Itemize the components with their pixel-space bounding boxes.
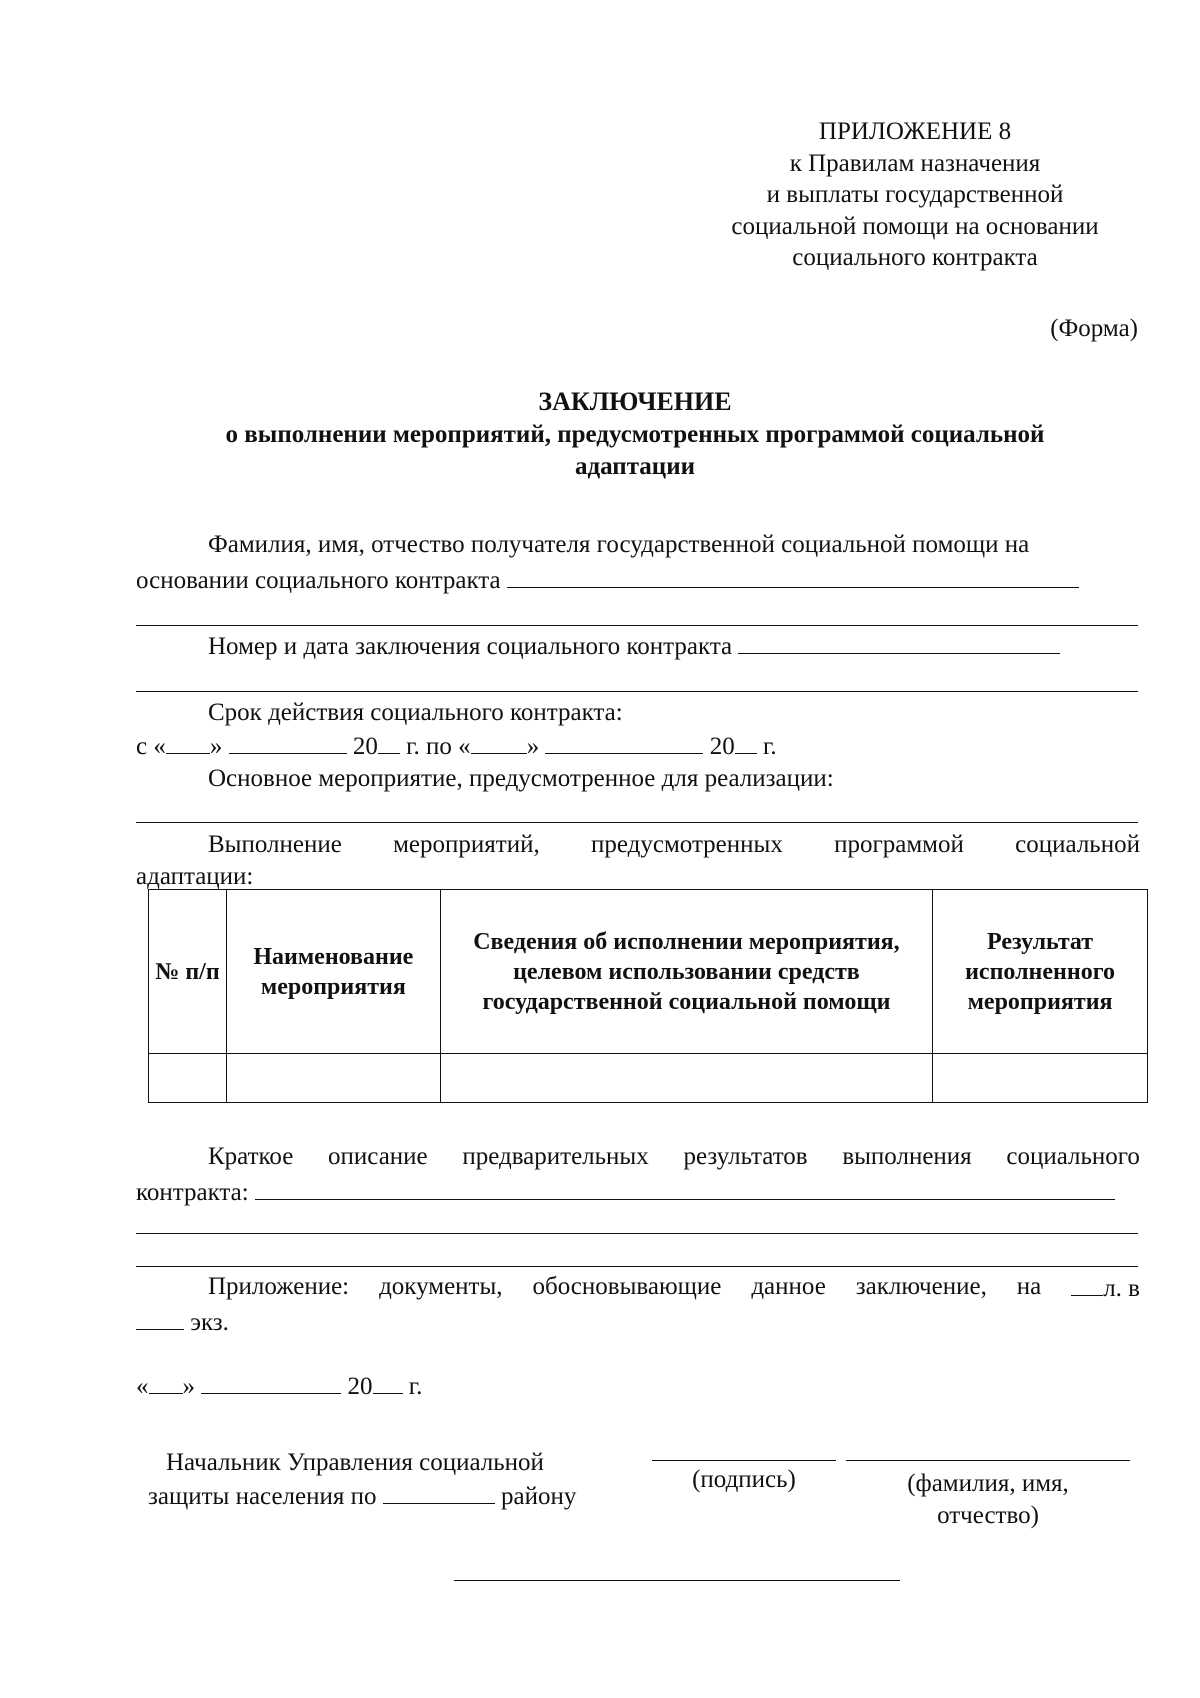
execution-label-line2: адаптации: bbox=[136, 863, 254, 890]
full-name-label-line2: основании социального контракта bbox=[136, 563, 1079, 597]
form-label: (Форма) bbox=[1050, 315, 1138, 342]
col-header-activity-name: Наименование мероприятия bbox=[226, 890, 440, 1054]
copies-count-field[interactable] bbox=[136, 1305, 184, 1330]
signature-caption: (подпись) bbox=[692, 1466, 796, 1493]
col-header-number: № п/п bbox=[149, 890, 227, 1054]
date-day-field[interactable] bbox=[149, 1369, 183, 1394]
table-cell[interactable] bbox=[933, 1054, 1148, 1103]
summary-field-continuation[interactable] bbox=[136, 1233, 1138, 1234]
term-from-year-field[interactable] bbox=[378, 729, 400, 754]
term-to-day-field[interactable] bbox=[471, 729, 527, 754]
term-from-month-field[interactable] bbox=[229, 729, 347, 754]
attachment-label-line1: Приложение: документы, обосновывающие данное заключение, на л. в bbox=[208, 1273, 1140, 1302]
name-caption-line1: (фамилия, имя, bbox=[907, 1470, 1069, 1497]
summary-label-line2: контракта: bbox=[136, 1175, 1115, 1209]
main-activity-label: Основное мероприятие, предусмотренное для реализации: bbox=[208, 765, 834, 792]
full-name-signature-field[interactable] bbox=[846, 1460, 1130, 1461]
title-heading: ЗАКЛЮЧЕНИЕ bbox=[538, 387, 732, 416]
title-subtitle-line1: о выполнении мероприятий, предусмотренных программой социальной bbox=[225, 421, 1045, 448]
appendix-line: и выплаты государственной bbox=[766, 181, 1064, 208]
appendix-line: к Правилам назначения bbox=[789, 149, 1041, 177]
document-title bbox=[130, 385, 1140, 483]
table-cell[interactable] bbox=[149, 1054, 227, 1103]
appendix-line: социальной помощи на основании bbox=[731, 212, 1099, 240]
term-label: Срок действия социального контракта: bbox=[208, 699, 623, 726]
bottom-divider bbox=[454, 1580, 900, 1581]
position-line1: Начальник Управления социальной bbox=[166, 1449, 544, 1476]
date-year-field[interactable] bbox=[373, 1369, 403, 1394]
term-to-month-field[interactable] bbox=[545, 729, 703, 754]
table-cell[interactable] bbox=[440, 1054, 932, 1103]
table-cell[interactable] bbox=[226, 1054, 440, 1103]
position-line2: защиты населения по району bbox=[148, 1479, 576, 1513]
summary-label-line1: Краткое описание предварительных результатов выполнения социального bbox=[208, 1143, 1140, 1170]
execution-label-line1: Выполнение мероприятий, предусмотренных программой социальной bbox=[208, 831, 1140, 858]
full-name-label-line1: Фамилия, имя, отчество получателя государственной социальной помощи на bbox=[208, 531, 1030, 558]
district-field[interactable] bbox=[383, 1479, 495, 1504]
sheets-count-field[interactable] bbox=[1071, 1271, 1103, 1296]
contract-number-field[interactable] bbox=[738, 629, 1060, 654]
activities-table bbox=[148, 889, 1148, 1103]
term-dates-line: с « » 20 г. по « » 20 г. bbox=[136, 729, 777, 763]
name-caption-line2: отчество) bbox=[937, 1502, 1039, 1529]
summary-field-continuation[interactable] bbox=[136, 1266, 1138, 1267]
full-name-field-continuation[interactable] bbox=[136, 625, 1138, 626]
table-row bbox=[149, 1054, 1148, 1103]
signature-field[interactable] bbox=[652, 1460, 836, 1461]
appendix-header bbox=[690, 116, 1140, 274]
col-header-result: Результат исполненного мероприятия bbox=[933, 890, 1148, 1054]
appendix-line: социального контракта bbox=[792, 244, 1038, 271]
appendix-number: ПРИЛОЖЕНИЕ 8 bbox=[818, 118, 1012, 145]
attachment-label-line2: экз. bbox=[136, 1305, 229, 1339]
contract-number-field-continuation[interactable] bbox=[136, 691, 1138, 692]
date-month-field[interactable] bbox=[201, 1369, 341, 1394]
term-from-day-field[interactable] bbox=[166, 729, 210, 754]
title-subtitle-line2: адаптации bbox=[574, 453, 696, 480]
term-to-year-field[interactable] bbox=[735, 729, 757, 754]
full-name-field[interactable] bbox=[507, 563, 1079, 588]
summary-field[interactable] bbox=[255, 1175, 1115, 1200]
table-header-row bbox=[149, 890, 1148, 1054]
main-activity-field[interactable] bbox=[136, 822, 1138, 823]
col-header-execution-info: Сведения об исполнении мероприятия, целевом использовании средств государственной социальной помощи bbox=[440, 890, 932, 1054]
date-line: « » 20 г. bbox=[136, 1369, 422, 1403]
contract-number-label: Номер и дата заключения социального контракта bbox=[208, 629, 1060, 663]
